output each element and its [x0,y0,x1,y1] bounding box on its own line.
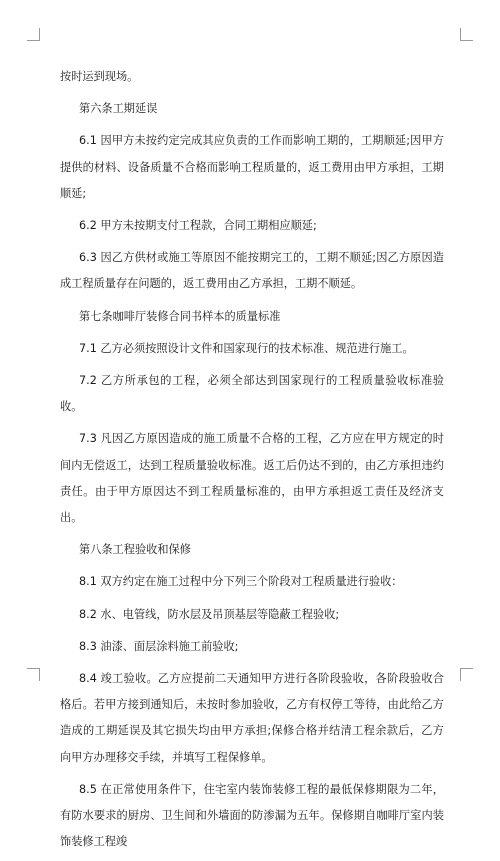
section-heading: 第七条咖啡厅装修合同书样本的质量标准 [79,309,281,323]
section-heading: 第六条工期延误 [79,102,158,116]
crop-mark-bottom-right [460,668,473,681]
paragraph: 8.1 双方约定在施工过程中分下列三个阶段对工程质量进行验收： [79,575,403,589]
paragraph: 8.5 在正常使用条件下，住宅室内装饰装修工程的最低保修期限为二年，有防水要求的厨房、卫生间和外墙面的防渗漏为五年。保修期自咖啡厅室内装饰装修工程竣 [60,782,444,849]
paragraph: 6.3 因乙方供材或施工等原因不能按期完工的，工期不顺延;因乙方原因造成工程质量存在问题的，返工费用由乙方承担，工期不顺延。 [60,251,444,291]
paragraph: 7.2 乙方所承包的工程，必须全部达到国家现行的工程质量验收标准验收。 [60,374,444,414]
section-heading: 第八条工程验收和保修 [79,543,191,557]
paragraph: 8.2 水、电管线，防水层及吊顶基层等隐蔽工程验收; [79,607,340,621]
crop-mark-top-right [460,28,473,41]
crop-mark-bottom-left [27,668,40,681]
paragraph: 按时运到现场。 [60,70,139,83]
paragraph: 8.4 竣工验收。乙方应提前二天通知甲方进行各阶段验收，各阶段验收合格后。若甲方接到通知后，未按时参加验收，乙方有权停工等待，由此给乙方造成的工期延误及其它损失均由甲方承担;保修合格并结清工程余款后，乙方向甲方办理移交手续，并填写工程保修单。 [60,672,444,764]
paragraph: 6.2 甲方未按期支付工程款，合同工期相应顺延; [79,219,317,233]
paragraph: 8.3 油漆、面层涂料施工前验收; [79,639,239,653]
document-body [60,64,444,861]
crop-mark-top-left [27,28,40,41]
paragraph: 6.1 因甲方未按约定完成其应负责的工作而影响工期的，工期顺延;因甲方提供的材料、设备质量不合格而影响工程质量的，返工费用由甲方承担，工期顺延; [60,134,444,200]
paragraph: 7.3 凡因乙方原因造成的施工质量不合格的工程，乙方应在甲方规定的时间内无偿返工，达到工程质量验收标准。返工后仍达不到的，由乙方承担违约责任。由于甲方原因达不到工程质量标准的，由甲方承担返工责任及经济支出。 [60,432,444,525]
paragraph: 7.1 乙方必须按照设计文件和国家现行的技术标准、规范进行施工。 [79,341,414,355]
